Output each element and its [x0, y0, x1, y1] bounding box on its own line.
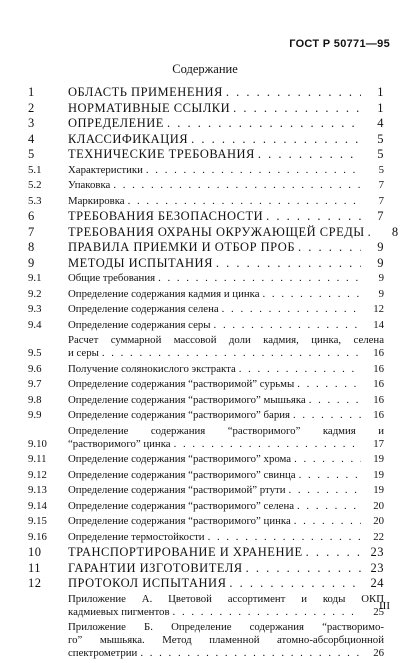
toc-leader-dots	[226, 86, 361, 99]
toc-entry	[28, 546, 384, 559]
toc-entry-text: ОБЛАСТЬ ПРИМЕНЕНИЯ	[68, 85, 223, 99]
toc-entry	[28, 484, 384, 497]
toc-leader-dots	[113, 179, 361, 192]
toc-entry-number: 9.12	[28, 468, 47, 481]
toc-leader-dots	[368, 226, 376, 239]
toc-entry-number: 5.3	[28, 194, 42, 207]
toc-entry-text: кадмиевых пигментов	[68, 605, 170, 618]
toc-entry-page: 26	[373, 647, 384, 659]
toc-leader-dots	[191, 133, 361, 146]
toc-entry-page: 23	[370, 545, 384, 559]
toc-entry	[28, 515, 384, 528]
toc-entry-text: Определение содержания серы	[68, 318, 211, 331]
toc-entry-number: 9	[28, 255, 35, 270]
toc-entry-page: 12	[373, 303, 384, 315]
toc-entry-page: 9	[378, 287, 384, 300]
toc-entry	[28, 469, 384, 482]
toc-entry-text: ПРАВИЛА ПРИЕМКИ И ОТБОР ПРОБ	[68, 240, 295, 254]
toc-leader-dots	[293, 409, 361, 422]
toc-entry-page: 1	[377, 85, 384, 99]
toc-entry	[28, 288, 384, 301]
toc-entry-page: 17	[373, 437, 384, 450]
toc-entry-page: 23	[370, 560, 384, 575]
toc-entry-page: 9	[377, 240, 384, 254]
toc-leader-dots	[222, 303, 361, 316]
toc-entry-text: Определение содержания “растворимого” свинца	[68, 468, 296, 481]
toc-leader-dots	[246, 562, 361, 575]
toc-entry-number: 9.8	[28, 393, 42, 406]
toc-entry-number: 9.15	[28, 515, 47, 527]
toc-entry-text: КЛАССИФИКАЦИЯ	[68, 131, 189, 146]
toc-entry-text: Получение солянокислого экстракта	[68, 362, 236, 375]
toc-entry-text: ТРАНСПОРТИРОВАНИЕ И ХРАНЕНИЕ	[68, 545, 303, 559]
toc-entry-text: Определение содержания “растворимого” мышьяка	[68, 393, 306, 406]
toc-entry-text: Расчет суммарной массовой доли кадмия, цинка, селена	[68, 334, 384, 346]
toc-leader-dots	[233, 102, 361, 115]
toc-entry-text: спектрометрии	[68, 647, 138, 659]
toc-entry-page: 16	[373, 378, 384, 390]
toc-leader-dots	[258, 148, 361, 161]
toc-entry-text: Определение содержания кадмия и цинка	[68, 287, 260, 300]
toc-title: Содержание	[172, 62, 238, 76]
toc-leader-dots	[294, 453, 361, 466]
toc-leader-dots	[158, 272, 361, 285]
toc-entry-number: 8	[28, 240, 35, 254]
toc-entry-number: 5.1	[28, 163, 42, 176]
toc-entry-number: 10	[28, 545, 42, 559]
toc-entry-number: 4	[28, 131, 35, 146]
toc-entry-number: 11	[28, 560, 42, 575]
toc-entry-text: Приложение А. Цветовой ассортимент и коды ОКП	[68, 592, 384, 605]
toc-entry-number: 9.11	[28, 453, 47, 465]
toc-entry	[28, 577, 384, 590]
toc-entry	[28, 394, 384, 407]
toc-entry	[28, 148, 384, 161]
toc-entry	[28, 195, 384, 208]
toc-leader-dots	[309, 394, 361, 407]
toc-leader-dots	[298, 241, 361, 254]
toc-entry-text: Маркировка	[68, 194, 125, 207]
toc-entry	[28, 409, 384, 422]
toc-entry-text: Характеристики	[68, 163, 143, 176]
toc-entry-page: 9	[378, 272, 384, 284]
toc-entry-page: 25	[373, 605, 384, 618]
toc-entry-number: 6	[28, 209, 35, 223]
toc-entry-text: Определение содержания “растворимой” ртути	[68, 484, 286, 496]
toc-entry-number: 9.5	[28, 347, 42, 359]
toc-entry-text: Приложение Б. Определение содержания “растворимо-	[68, 621, 384, 633]
toc-entry	[28, 363, 384, 376]
toc-leader-dots	[140, 647, 361, 660]
toc-entry-page: 14	[373, 318, 384, 331]
toc-entry	[28, 224, 399, 239]
toc-entry-number: 9.4	[28, 318, 42, 331]
toc-entry-number: 1	[28, 85, 35, 99]
toc-entry-text: Упаковка	[68, 179, 111, 191]
toc-leader-dots	[173, 606, 361, 619]
toc-entry-text: ТРЕБОВАНИЯ ОХРАНЫ ОКРУЖАЮЩЕЙ СРЕДЫ	[68, 224, 365, 239]
toc-leader-dots	[208, 531, 361, 544]
toc-entry-text: го” мышьяка. Метод пламенной атомно-абсорбционной	[68, 634, 384, 646]
toc-entry-page: 7	[377, 209, 384, 223]
toc-entry-text: МЕТОДЫ ИСПЫТАНИЯ	[68, 255, 213, 270]
toc-leader-dots	[128, 195, 361, 208]
toc-leader-dots	[167, 117, 361, 130]
toc-entry-number: 9.1	[28, 272, 42, 284]
toc-leader-dots	[174, 438, 361, 451]
toc-entry	[28, 241, 384, 254]
toc-entry-number: 9.9	[28, 409, 42, 421]
toc-entry-number: 2	[28, 100, 35, 115]
toc-entry-text: ГАРАНТИИ ИЗГОТОВИТЕЛЯ	[68, 560, 243, 575]
toc-entry-page: 24	[370, 576, 384, 590]
toc-leader-dots	[297, 378, 361, 391]
toc-leader-dots	[297, 500, 361, 513]
toc-entry	[28, 210, 384, 223]
toc-leader-dots	[102, 347, 361, 360]
toc-entry-number: 9.10	[28, 437, 47, 450]
toc-entry	[28, 334, 384, 360]
toc-entry-number: 12	[28, 576, 42, 590]
toc-entry	[28, 272, 384, 285]
toc-entry	[28, 257, 384, 270]
toc-entry-page: 8	[391, 224, 399, 239]
toc-entry-number: 7	[28, 224, 35, 239]
toc-entry-number: 5	[28, 147, 35, 161]
toc-entry-page: 4	[377, 116, 384, 130]
toc-entry-page: 19	[373, 468, 384, 481]
toc-entry-number: 9.16	[28, 530, 47, 543]
toc-entry-number: 9.6	[28, 362, 42, 375]
toc-entry	[28, 453, 384, 466]
toc-entry	[28, 117, 384, 130]
page-number: III	[379, 600, 390, 612]
toc-entry-page: 20	[373, 499, 384, 512]
toc-leader-dots	[289, 484, 362, 497]
toc-entry-number: 9.2	[28, 287, 42, 300]
toc-entry	[28, 593, 384, 619]
document-header: ГОСТ Р 50771—95	[289, 38, 390, 50]
toc-leader-dots	[214, 319, 361, 332]
toc-entry-text: Общие требования	[68, 272, 156, 284]
toc-leader-dots	[263, 288, 361, 301]
toc-entry-page: 16	[373, 362, 384, 375]
toc-entry	[28, 86, 384, 99]
toc-entry	[28, 319, 384, 332]
toc-leader-dots	[294, 515, 361, 528]
toc-entry-page: 5	[377, 147, 384, 161]
toc-entry-text: Определение содержания селена	[68, 303, 219, 315]
toc-entry-page: 19	[373, 484, 384, 496]
toc-entry	[28, 102, 384, 115]
toc-entry-text: “растворимого” цинка	[68, 437, 171, 450]
toc-entry-page: 9	[377, 255, 384, 270]
toc-entry	[28, 164, 384, 177]
toc-leader-dots	[216, 257, 361, 270]
toc-leader-dots	[266, 210, 361, 223]
toc-entry-text: и серы	[68, 347, 99, 359]
toc-leader-dots	[239, 363, 361, 376]
toc-entry-text: НОРМАТИВНЫЕ ССЫЛКИ	[68, 100, 231, 115]
toc-entry-page: 16	[373, 347, 384, 359]
toc-entry	[28, 179, 384, 192]
toc-leader-dots	[306, 546, 361, 559]
toc-entry	[28, 531, 384, 544]
toc-entry	[28, 378, 384, 391]
toc-leader-dots	[146, 164, 361, 177]
toc-entry-text: Определение содержания “растворимого” кадмия и	[68, 424, 384, 437]
toc-entry-text: ТЕХНИЧЕСКИЕ ТРЕБОВАНИЯ	[68, 147, 255, 161]
toc-entry-text: Определение содержания “растворимого” селена	[68, 499, 295, 512]
toc-entry-number: 3	[28, 116, 35, 130]
toc-entry-text: ПРОТОКОЛ ИСПЫТАНИЯ	[68, 576, 227, 590]
toc-entry-page: 5	[377, 131, 384, 146]
toc-entry-number: 5.2	[28, 179, 42, 191]
toc-entry-page: 20	[373, 515, 384, 527]
toc-entry-page: 19	[373, 453, 384, 465]
toc-entry-page: 16	[373, 409, 384, 421]
toc-entry-text: Определение содержания “растворимого” хрома	[68, 453, 292, 465]
toc-leader-dots	[299, 469, 361, 482]
toc-entry-page: 16	[373, 393, 384, 406]
toc-entry-text: ОПРЕДЕЛЕНИЕ	[68, 116, 164, 130]
toc-entry-page: 1	[377, 100, 384, 115]
toc-entry-text: Определение термостойкости	[68, 530, 205, 543]
toc-entry-text: ТРЕБОВАНИЯ БЕЗОПАСНОСТИ	[68, 209, 264, 223]
toc-entry-page: 7	[378, 194, 384, 207]
toc-entry-number: 9.3	[28, 303, 42, 315]
toc-entry-page: 5	[378, 163, 384, 176]
toc-entry	[28, 425, 384, 451]
toc-entry-number: 9.13	[28, 484, 47, 496]
toc-entry-number: 9.7	[28, 378, 42, 390]
toc-entry-number: 9.14	[28, 499, 47, 512]
toc-entry-text: Определение содержания “растворимой” сурьмы	[68, 378, 295, 390]
toc-entry-text: Определение содержания “растворимого” бария	[68, 409, 290, 421]
toc-entry-text: Определение содержания “растворимого” цинка	[68, 515, 291, 527]
toc-leader-dots	[229, 577, 361, 590]
toc-entry	[28, 500, 384, 513]
toc-entry-page: 22	[373, 530, 384, 543]
toc-entry	[28, 303, 384, 316]
toc-entry	[28, 562, 384, 575]
toc-entry	[28, 133, 384, 146]
toc-entry	[28, 621, 384, 660]
toc-entry-page: 7	[378, 179, 384, 191]
